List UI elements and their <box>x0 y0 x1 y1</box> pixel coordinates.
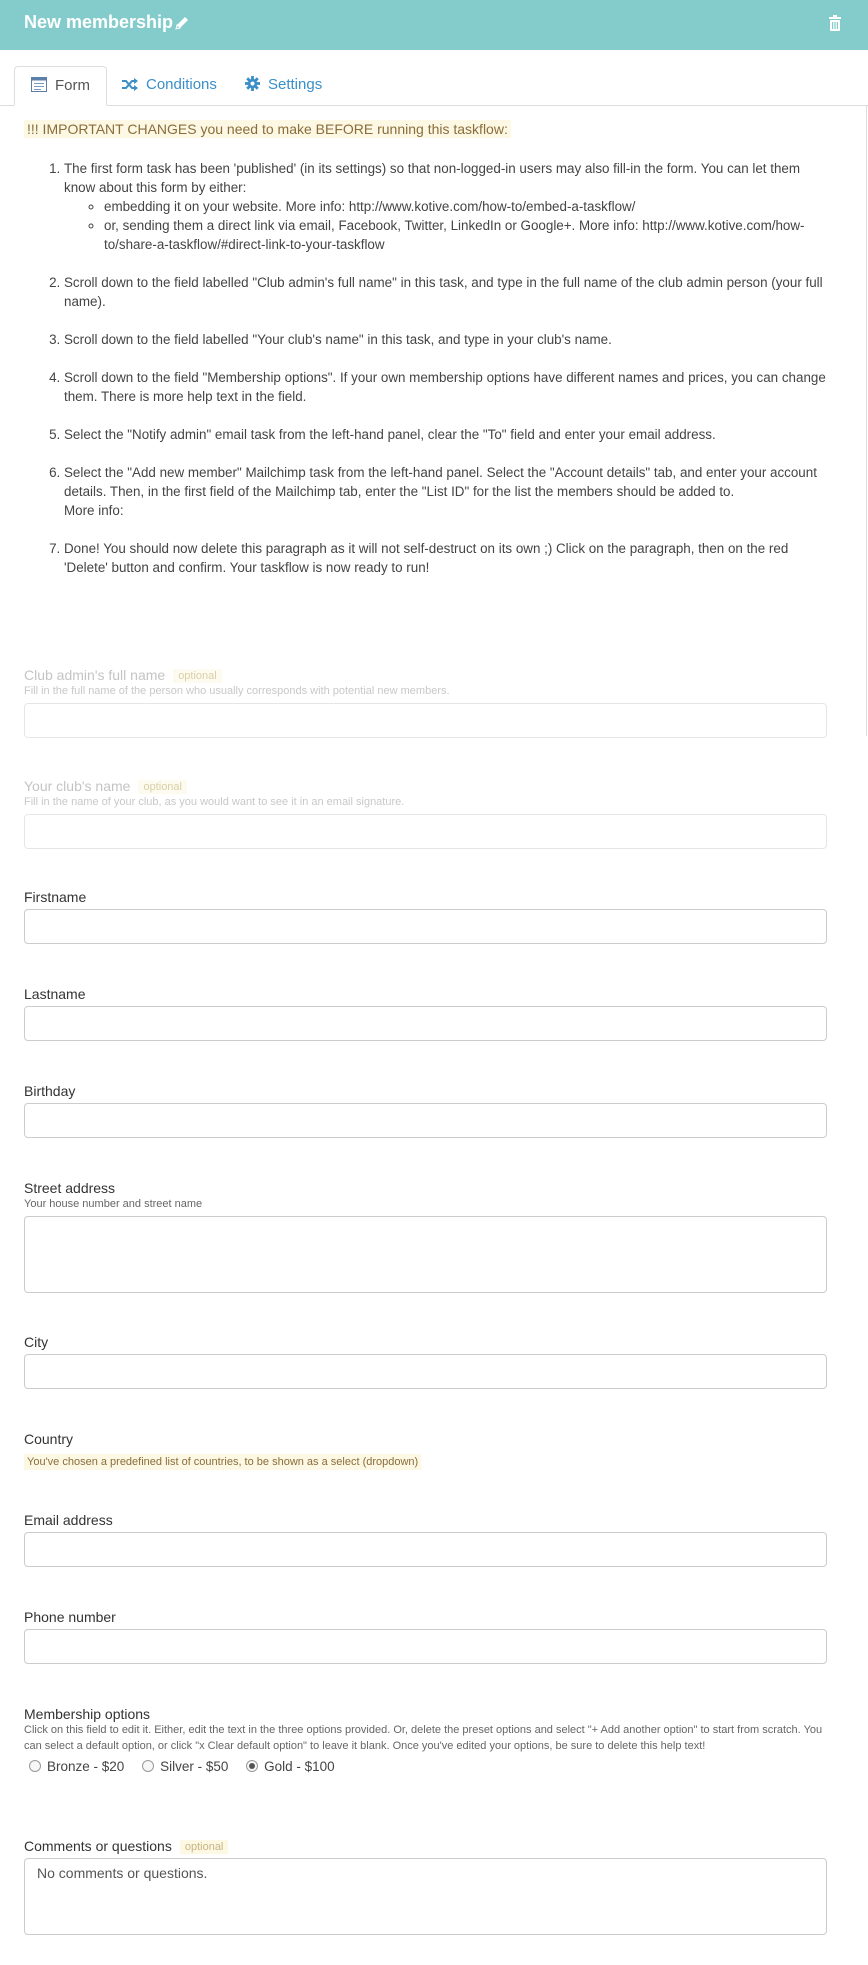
instruction-substep: ◦ or, sending them a direct link via email, Facebook, Twitter, LinkedIn or Google+. More info: http://www.kotive.com/how-to/share-a-taskflow/#direct-link-to-your-taskflow <box>104 216 832 254</box>
instruction-step: 6. Select the "Add new member" Mailchimp task from the left-hand panel. Select the "Account details" tab, and enter your account details. Then, in the first field of the Mailchimp tab, enter the "List ID" for the list the members should be added to. More info: <box>64 463 832 520</box>
comments-label: Comments or questions <box>24 1838 172 1854</box>
instruction-list[interactable] <box>24 159 832 596</box>
pencil-icon[interactable] <box>174 15 190 31</box>
club-name-label: Your club's name <box>24 778 131 794</box>
instruction-step: 3. Scroll down to the field labelled "Your club's name" in this task, and type in your club's name. <box>64 330 832 349</box>
birthday-label: Birthday <box>24 1083 76 1099</box>
tab-form[interactable] <box>14 66 107 106</box>
radio-silver[interactable]: Silver - $50 <box>142 1759 228 1774</box>
optional-badge: optional <box>180 1840 229 1854</box>
membership-options-field <box>24 1706 827 1774</box>
email-label: Email address <box>24 1512 113 1528</box>
radio-gold[interactable]: Gold - $100 <box>246 1759 335 1774</box>
gear-icon <box>245 76 260 95</box>
street-address-help: Your house number and street name <box>24 1198 203 1210</box>
instruction-step: 2. Scroll down to the field labelled "Club admin's full name" in this task, and type in the full name of the club admin person (your full name). <box>64 273 832 311</box>
street-address-field <box>24 1180 827 1293</box>
instruction-step: 4. Scroll down to the field "Membership options". If your own membership options have different names and prices, you can change them. There is more help text in the field. <box>64 368 832 406</box>
street-address-label: Street address <box>24 1180 116 1196</box>
page-title[interactable]: New membership <box>24 12 174 32</box>
club-admin-help: Fill in the full name of the person who usually corresponds with potential new members. <box>24 685 450 697</box>
lastname-input[interactable] <box>24 1006 827 1041</box>
club-admin-label: Club admin's full name <box>24 667 166 683</box>
form-icon <box>31 77 47 96</box>
lastname-label: Lastname <box>24 986 86 1002</box>
club-name-input[interactable] <box>24 814 827 849</box>
comments-field <box>24 1838 827 1935</box>
phone-field <box>24 1609 827 1664</box>
club-name-help: Fill in the name of your club, as you would want to see it in an email signature. <box>24 796 405 808</box>
country-note[interactable]: You've chosen a predefined list of countries, to be shown as a select (dropdown) <box>24 1454 421 1470</box>
firstname-input[interactable] <box>24 909 827 944</box>
instruction-step: 7. Done! You should now delete this paragraph as it will not self-destruct on its own ;) Click on the paragraph, then on the red 'Delete' button and confirm. Your taskflow is now ready to run! <box>64 539 832 577</box>
city-label: City <box>24 1334 49 1350</box>
lastname-field <box>24 986 827 1041</box>
trash-icon[interactable] <box>828 15 842 31</box>
club-name-field <box>24 778 827 849</box>
club-admin-input[interactable] <box>24 703 827 738</box>
city-input[interactable] <box>24 1354 827 1389</box>
optional-badge: optional <box>173 669 222 683</box>
city-field <box>24 1334 827 1389</box>
optional-badge: optional <box>138 780 187 794</box>
instruction-step: 5. Select the "Notify admin" email task from the left-hand panel, clear the "To" field and enter your email address. <box>64 425 832 444</box>
birthday-input[interactable] <box>24 1103 827 1138</box>
membership-options-help: Click on this field to edit it. Either, edit the text in the three options provided. Or, delete the preset options and select "+ Add another option" to start from scratch. You can select a default option, or click "x Clear default option" to leave it blank. Once you've edited your options, be sure to delete this help text! <box>24 1724 823 1752</box>
club-admin-field <box>24 667 827 738</box>
email-field <box>24 1512 827 1567</box>
phone-label: Phone number <box>24 1609 116 1625</box>
content-border <box>866 106 867 736</box>
tab-settings[interactable] <box>229 66 338 106</box>
street-address-input[interactable] <box>24 1216 827 1293</box>
country-label: Country <box>24 1431 74 1447</box>
email-input[interactable] <box>24 1532 827 1567</box>
radio-button[interactable] <box>29 1760 41 1772</box>
firstname-label: Firstname <box>24 889 87 905</box>
radio-bronze[interactable]: Bronze - $20 <box>29 1759 124 1774</box>
tab-conditions[interactable] <box>106 66 233 106</box>
important-notice[interactable]: !!! IMPORTANT CHANGES you need to make BEFORE running this taskflow: <box>24 120 511 138</box>
tab-form-label: Form <box>55 77 90 94</box>
tab-settings-label: Settings <box>268 76 323 93</box>
shuffle-icon <box>122 78 138 95</box>
header-bar <box>0 0 868 50</box>
instruction-step: 1. The first form task has been 'published' (in its settings) so that non-logged-in users may also fill-in the form. You can let them know about this form by either: ◦ embedding it on your website. More info: http://www.kotive.com/how-to/embed-a-taskflow/ ◦ or, sending them a direct link via email, Facebook, Twitter, LinkedIn or Google+. More info: http://www.kotive.com/how-to/share-a-taskflow/#direct-link-to-your-taskflow <box>64 159 832 254</box>
tab-conditions-label: Conditions <box>146 76 217 93</box>
membership-options-label: Membership options <box>24 1706 151 1722</box>
country-field <box>24 1431 827 1470</box>
radio-button-selected[interactable] <box>246 1760 258 1772</box>
firstname-field <box>24 889 827 944</box>
instruction-substep: ◦ embedding it on your website. More info: http://www.kotive.com/how-to/embed-a-taskflow/ <box>104 197 832 216</box>
phone-input[interactable] <box>24 1629 827 1664</box>
comments-input[interactable] <box>24 1858 827 1935</box>
birthday-field <box>24 1083 827 1138</box>
membership-radio-group <box>24 1759 827 1774</box>
radio-button[interactable] <box>142 1760 154 1772</box>
